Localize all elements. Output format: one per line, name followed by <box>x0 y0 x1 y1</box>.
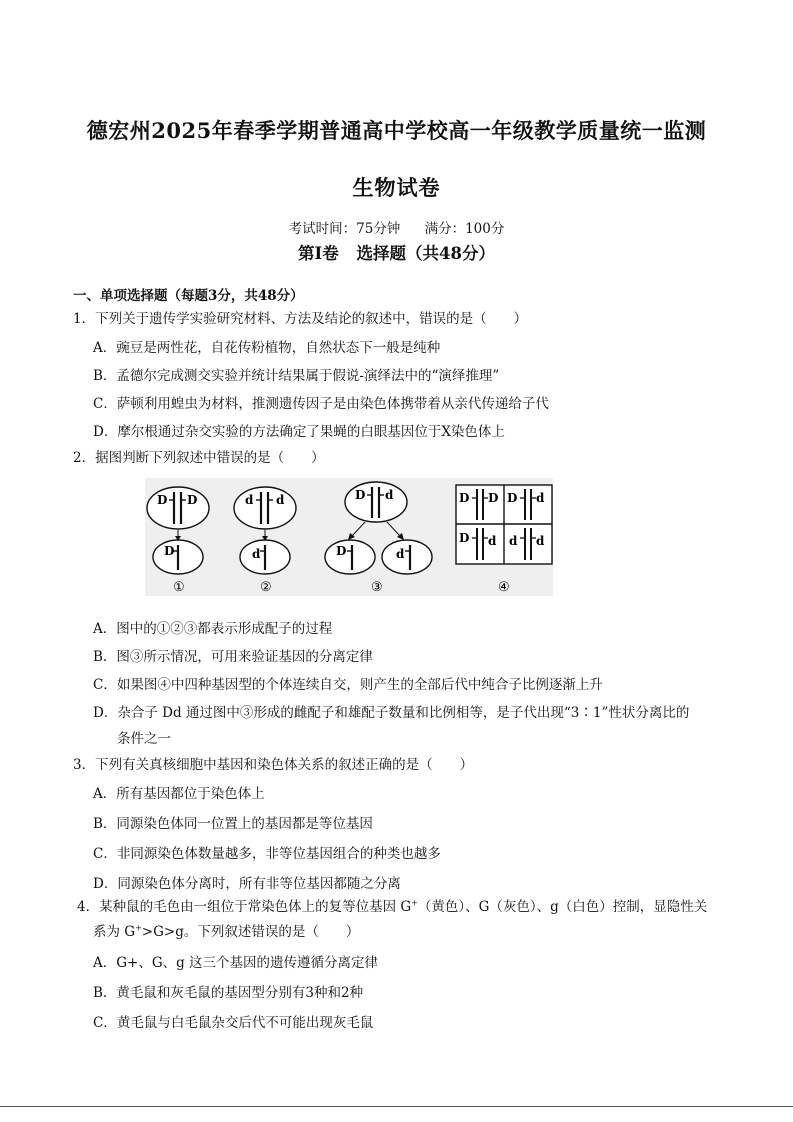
q2-option-d-line2: 条件之一 <box>117 731 171 747</box>
q2-option-b: B．图③所示情况，可用来验证基因的分离定律 <box>93 649 373 665</box>
exam-info <box>0 217 793 237</box>
allele-label: d <box>536 491 545 505</box>
allele-label: d <box>252 547 261 561</box>
panel-label-2: ② <box>260 580 272 595</box>
allele-label: D <box>157 493 168 507</box>
q1-option-a: A．豌豆是两性花，自花传粉植物，自然状态下一般是纯种 <box>93 340 441 356</box>
q2-option-c: C．如果图④中四种基因型的个体连续自交，则产生的全部后代中纯合子比例逐渐上升 <box>93 677 603 693</box>
q3-option-c: C．非同源染色体数量越多，非等位基因组合的种类也越多 <box>93 846 441 862</box>
allele-label: d <box>488 534 497 548</box>
section-title <box>0 240 793 264</box>
q2-option-a: A．图中的①②③都表示形成配子的过程 <box>93 621 333 637</box>
q4-stem-line2: 系为 G+>G>g。下列叙述错误的是（ ） <box>93 923 360 940</box>
gene-diagram-figure <box>145 478 553 596</box>
allele-label: d <box>276 493 285 507</box>
allele-label: d <box>385 488 394 502</box>
q1-option-c: C．萨顿利用蝗虫为材料，推测遗传因子是由染色体携带着从亲代传递给子代 <box>93 396 549 412</box>
q3-stem: 3．下列有关真核细胞中基因和染色体关系的叙述正确的是（ ） <box>73 757 474 773</box>
allele-label: D <box>336 544 347 558</box>
section-label: 第Ⅰ卷 <box>298 244 339 263</box>
q1-option-b: B．孟德尔完成测交实验并统计结果属于假说-演绎法中的“演绎推理” <box>93 368 500 384</box>
bottom-rule <box>0 1106 793 1107</box>
q3-option-d: D．同源染色体分离时，所有非等位基因都随之分离 <box>93 876 401 892</box>
q4-option-c: C．黄毛鼠与白毛鼠杂交后代不可能出现灰毛鼠 <box>93 1015 374 1031</box>
allele-label: D <box>488 491 499 505</box>
part-heading: 一、单项选择题（每题3分，共48分） <box>73 288 304 304</box>
q2-option-d-line1: D．杂合子 Dd 通过图中③形成的雌配子和雄配子数量和比例相等，是子代出现“3∶1”性状分离比的 <box>93 705 690 721</box>
exam-title: 德宏州2025年春季学期普通高中学校高一年级教学质量统一监测 <box>86 118 707 143</box>
q1-stem: 1．下列关于遗传学实验研究材料、方法及结论的叙述中，错误的是（ ） <box>73 311 528 327</box>
allele-label: d <box>245 493 254 507</box>
panel-label-1: ① <box>173 580 185 595</box>
allele-label: d <box>509 534 518 548</box>
allele-label: D <box>187 493 198 507</box>
allele-label: d <box>536 534 545 548</box>
allele-label: D <box>459 491 470 505</box>
q3-option-b: B．同源染色体同一位置上的基因都是等位基因 <box>93 816 373 832</box>
q4-option-a: A．G+、G、g 这三个基因的遗传遵循分离定律 <box>93 955 379 971</box>
panel-label-3: ③ <box>371 580 383 595</box>
gamete-cell-3b <box>382 540 432 574</box>
exam-subtitle: 生物试卷 <box>352 175 441 200</box>
allele-label: d <box>396 547 405 561</box>
allele-label: D <box>507 491 518 505</box>
parent-cell-2 <box>234 487 296 529</box>
q2-stem: 2．据图判断下列叙述中错误的是（ ） <box>73 450 325 466</box>
exam-time: 考试时间：75分钟 <box>288 221 401 237</box>
q4-option-b: B．黄毛鼠和灰毛鼠的基因型分别有3种和2种 <box>93 985 364 1001</box>
q1-option-d: D．摩尔根通过杂交实验的方法确定了果蝇的白眼基因位于X染色体上 <box>93 424 505 440</box>
section-name: 选择题（共48分） <box>356 244 495 263</box>
allele-label: D <box>164 544 175 558</box>
full-score: 满分：100分 <box>424 221 505 237</box>
panel-label-4: ④ <box>498 580 510 595</box>
allele-label: D <box>355 488 366 502</box>
gamete-cell-3a <box>325 540 375 574</box>
allele-label: D <box>459 531 470 545</box>
q4-stem-line1: 4．某种鼠的毛色由一组位于常染色体上的复等位基因 G+（黄色）、G（灰色）、g（白色）控制，显隐性关 <box>77 898 708 915</box>
q3-option-a: A．所有基因都位于染色体上 <box>93 786 265 802</box>
